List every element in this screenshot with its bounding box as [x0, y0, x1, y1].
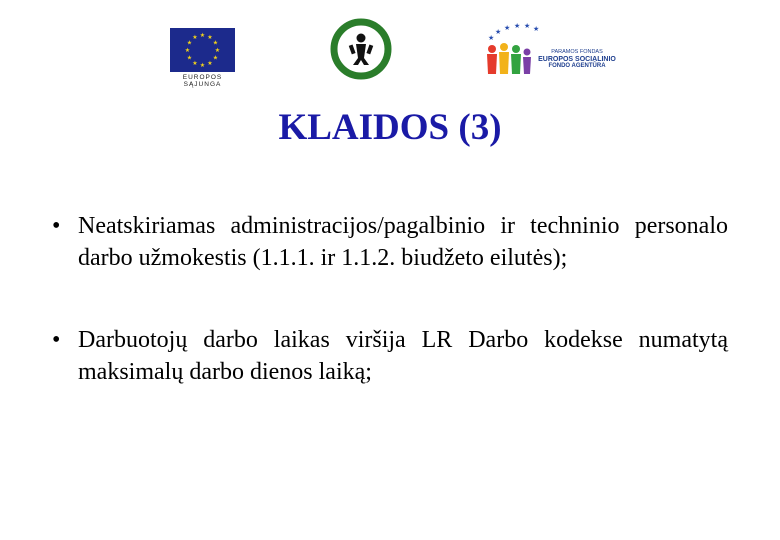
fund-top-text: PARAMOS FONDAS	[551, 49, 603, 55]
svg-text:★: ★	[214, 47, 221, 54]
bullet-text: Darbuotojų darbo laikas viršija LR Darbo kodekse numatytą maksimalų darbo dienos laiką;	[78, 327, 728, 385]
bullet-item	[52, 324, 728, 388]
bullet-marker: •	[52, 327, 61, 353]
svg-text:★: ★	[524, 22, 531, 30]
svg-text:★: ★	[207, 34, 213, 41]
svg-text:★: ★	[533, 25, 540, 33]
eu-caption: EUROPOS SĄJUNGA	[182, 74, 223, 88]
fund-text	[532, 50, 622, 69]
svg-text:★: ★	[495, 28, 502, 36]
svg-text:★: ★	[186, 39, 193, 47]
svg-text:★: ★	[192, 60, 198, 67]
svg-text:★: ★	[212, 39, 219, 47]
svg-text:★: ★	[184, 47, 191, 54]
society-logo	[330, 18, 392, 80]
bullet-list	[52, 210, 728, 388]
eu-logo	[165, 28, 240, 88]
svg-text:★: ★	[199, 32, 206, 39]
fund-sub-text: FONDO AGENTŪRA	[548, 63, 606, 70]
eu-flag-icon	[170, 28, 235, 72]
svg-text:★: ★	[199, 62, 206, 69]
bullet-text: Neatskiriamas administracijos/pagalbinio ir techninio personalo darbo užmokestis (1.1.1. ir 1.1.2. biudžeto eilutės);	[78, 213, 728, 271]
svg-text:★: ★	[514, 22, 521, 30]
bullet-item	[52, 210, 728, 274]
slide-title: KLAIDOS (3)	[278, 107, 502, 148]
svg-text:★: ★	[186, 54, 193, 62]
svg-text:★: ★	[504, 24, 511, 32]
svg-text:★: ★	[207, 60, 213, 67]
svg-text:★: ★	[212, 54, 219, 62]
svg-text:★: ★	[488, 34, 495, 42]
bullet-marker: •	[52, 213, 61, 239]
fund-main-text: EUROPOS SOCIALINIO	[538, 55, 616, 63]
society-logo-icon	[330, 18, 392, 80]
fund-logo	[480, 22, 620, 86]
svg-text:★: ★	[192, 34, 198, 41]
